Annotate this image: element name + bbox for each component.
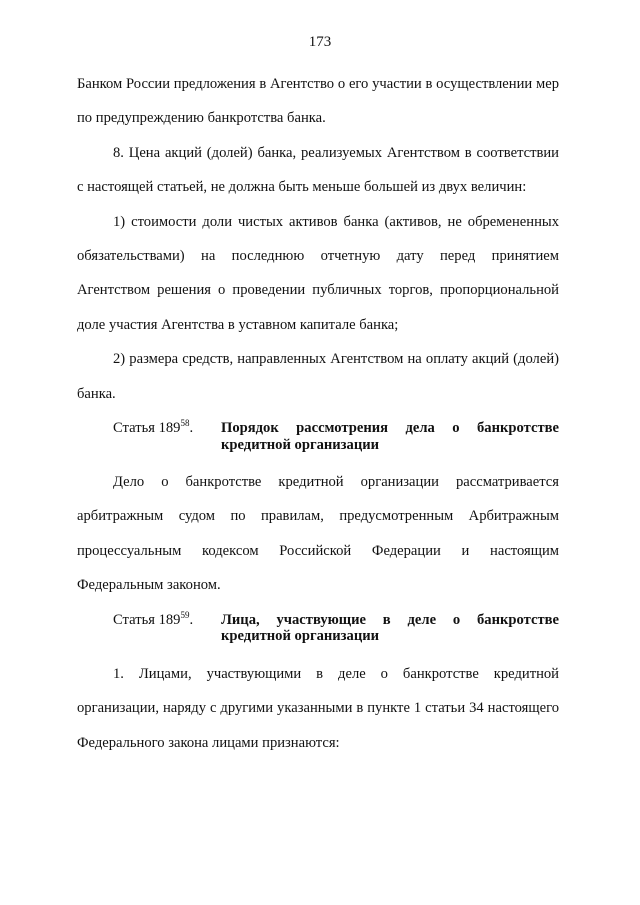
article-number [77,420,221,436]
document-body [77,67,559,760]
paragraph-continuation: Банком России предложения в Агентство о его участии в осуществлении мер по предупреждению банкротства банка. [77,76,559,127]
article-heading-59 [77,609,559,645]
article-title [221,612,559,645]
article-title-line-1: Лица, участвующие в деле о банкротстве [221,611,559,628]
paragraph-article-58-body: Дело о банкротстве кредитной организации рассматривается арбитражным судом по правилам, предусмотренным Арбитражным процессуальным кодексом Российской Федерации и настоящим Федеральным законом. [77,474,559,594]
paragraph-clause-8: 8. Цена акций (долей) банка, реализуемых Агентством в соответствии с настоящей статьей, не должна быть меньше большей из двух величин: [77,144,559,196]
article-label-text: Статья 189 [113,420,181,437]
article-superscript: 59 [180,609,190,620]
page-number: 173 [308,34,332,50]
article-label-suffix: . [189,611,194,628]
article-label-suffix: . [189,420,194,437]
article-title [221,420,559,453]
article-label-text: Статья 189 [113,611,181,628]
article-title-line-2: кредитной организации [221,628,380,645]
paragraph-article-59-clause-1: 1. Лицами, участвующими в деле о банкротстве кредитной организации, наряду с другими указанными в пункте 1 статьи 34 настоящего Федерального закона лицами признаются: [77,665,559,751]
article-number [77,609,221,628]
article-heading-58 [77,420,559,453]
paragraph-subclause-2: 2) размера средств, направленных Агентством на оплату акций (долей) банка. [77,351,559,402]
article-title-line-1: Порядок рассмотрения дела о банкротстве [221,420,559,437]
article-title-line-2: кредитной организации [221,436,380,453]
article-superscript: 58 [180,418,190,429]
paragraph-subclause-1: 1) стоимости доли чистых активов банка (активов, не обремененных обязательствами) на последнюю отчетную дату перед принятием Агентством решения о проведении публичных торгов, пропорциональной доле участия Агентства в уставном капитале банка; [77,213,559,333]
